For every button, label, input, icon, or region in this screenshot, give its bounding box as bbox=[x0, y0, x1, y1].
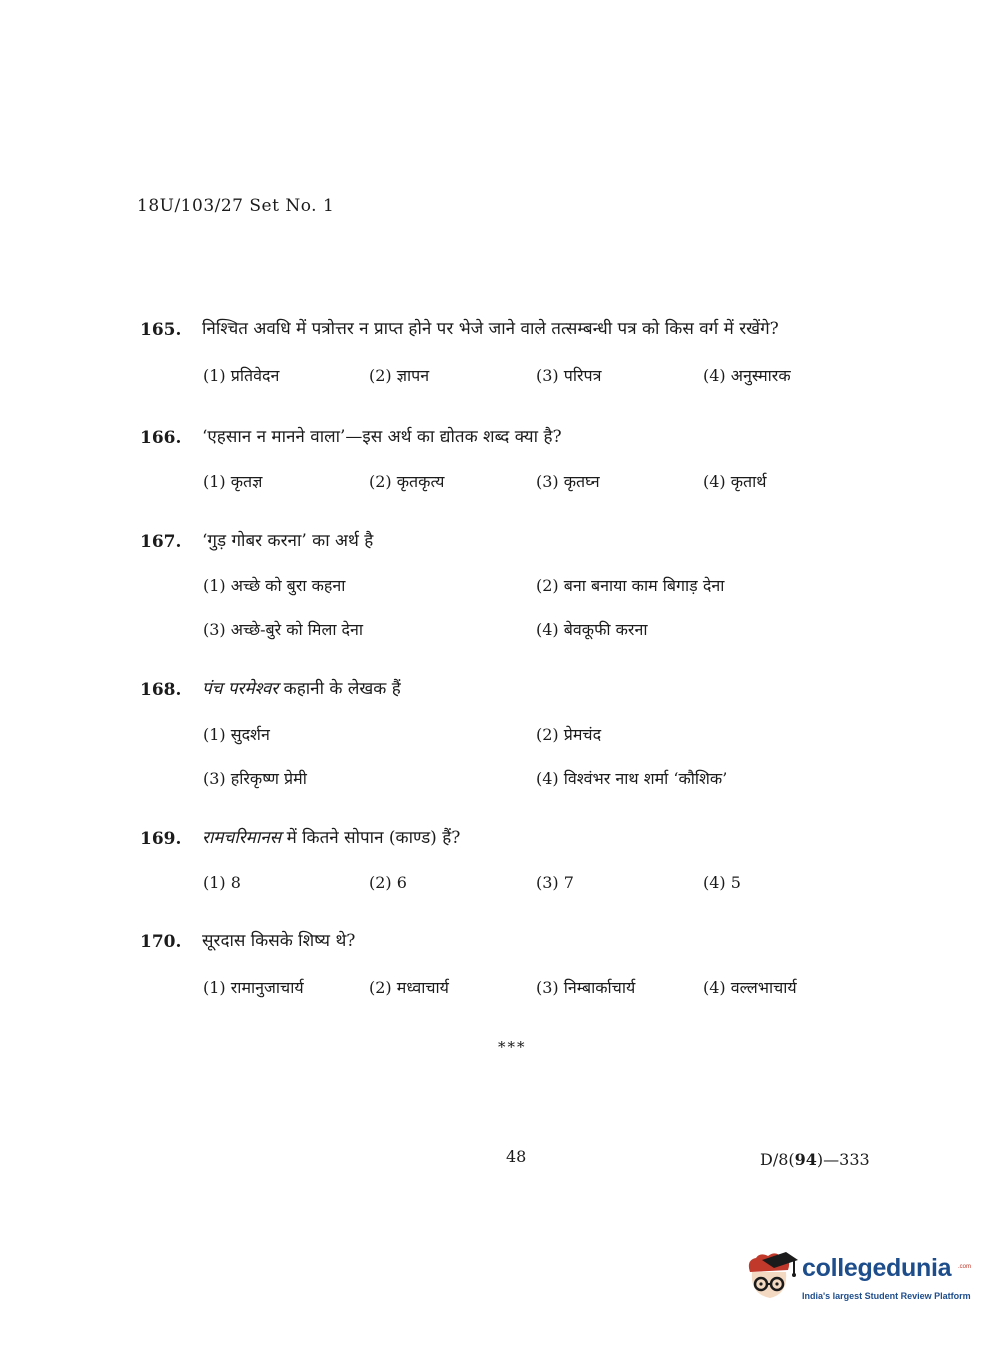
option-1: (1) सुदर्शन bbox=[203, 725, 270, 744]
option-2: (2) ज्ञापन bbox=[369, 366, 430, 385]
book-title: रामचरिमानस bbox=[202, 828, 282, 848]
option-1: (1) अच्छे को बुरा कहना bbox=[203, 576, 346, 595]
option-4: (4) बेवकूफी करना bbox=[536, 620, 648, 639]
option-1: (1) 8 bbox=[203, 873, 241, 892]
logo-domain-suffix: .com bbox=[958, 1264, 972, 1270]
option-3: (3) परिपत्र bbox=[536, 366, 602, 385]
option-2: (2) कृतकृत्य bbox=[369, 472, 445, 491]
question-number: 169. bbox=[140, 829, 182, 849]
question-text bbox=[202, 676, 401, 699]
option-4: (4) अनुस्मारक bbox=[703, 366, 791, 385]
footer-code-suffix: )—333 bbox=[816, 1150, 870, 1169]
option-4: (4) वल्लभाचार्य bbox=[703, 978, 797, 997]
question-number: 168. bbox=[140, 680, 182, 700]
option-3: (3) अच्छे-बुरे को मिला देना bbox=[203, 620, 364, 639]
footer-code bbox=[760, 1150, 870, 1169]
option-3: (3) हरिकृष्ण प्रेमी bbox=[203, 769, 307, 788]
option-4: (4) कृतार्थ bbox=[703, 472, 767, 491]
question-number: 165. bbox=[140, 320, 182, 340]
collegedunia-logo bbox=[742, 1250, 972, 1314]
option-2: (2) मध्वाचार्य bbox=[369, 978, 449, 997]
option-2: (2) बना बनाया काम बिगाड़ देना bbox=[536, 576, 725, 595]
question-number: 166. bbox=[140, 428, 182, 448]
logo-wordmark: collegedunia bbox=[802, 1254, 952, 1282]
story-title: पंच परमेश्वर bbox=[202, 679, 279, 699]
footer-code-prefix: D/8( bbox=[760, 1150, 795, 1169]
question-text: ‘गुड़ गोबर करना’ का अर्थ है bbox=[202, 531, 374, 551]
question-text-rest: कहानी के लेखक हैं bbox=[278, 679, 401, 699]
mascot-icon bbox=[742, 1250, 800, 1314]
question-text: ‘एहसान न मानने वाला’—इस अर्थ का द्योतक शब्द क्या है? bbox=[202, 427, 562, 447]
option-1: (1) कृतज्ञ bbox=[203, 472, 263, 491]
option-1: (1) प्रतिवेदन bbox=[203, 366, 280, 385]
question-text: सूरदास किसके शिष्य थे? bbox=[202, 931, 356, 951]
option-3: (3) 7 bbox=[536, 873, 574, 892]
option-3: (3) निम्बार्काचार्य bbox=[536, 978, 636, 997]
option-4: (4) विश्वंभर नाथ शर्मा ‘कौशिक’ bbox=[536, 769, 728, 788]
option-3: (3) कृतघ्न bbox=[536, 472, 600, 491]
question-text bbox=[202, 825, 460, 848]
paper-code-header: 18U/103/27 Set No. 1 bbox=[137, 196, 335, 216]
question-number: 167. bbox=[140, 532, 182, 552]
footer-code-bold: 94 bbox=[794, 1150, 817, 1169]
question-text-rest: में कितने सोपान (काण्ड) हैं? bbox=[281, 828, 461, 848]
question-text: निश्चित अवधि में पत्रोत्तर न प्राप्त होने पर भेजे जाने वाले तत्सम्बन्धी पत्र को किस वर्ग में रखेंगे? bbox=[202, 319, 779, 339]
question-number: 170. bbox=[140, 932, 182, 952]
option-4: (4) 5 bbox=[703, 873, 741, 892]
option-1: (1) रामानुजाचार्य bbox=[203, 978, 304, 997]
logo-tagline: India's largest Student Review Platform bbox=[802, 1291, 971, 1301]
option-2: (2) प्रेमचंद bbox=[536, 725, 602, 744]
page-number: 48 bbox=[506, 1147, 527, 1166]
end-marker: *** bbox=[498, 1038, 527, 1056]
option-2: (2) 6 bbox=[369, 873, 407, 892]
